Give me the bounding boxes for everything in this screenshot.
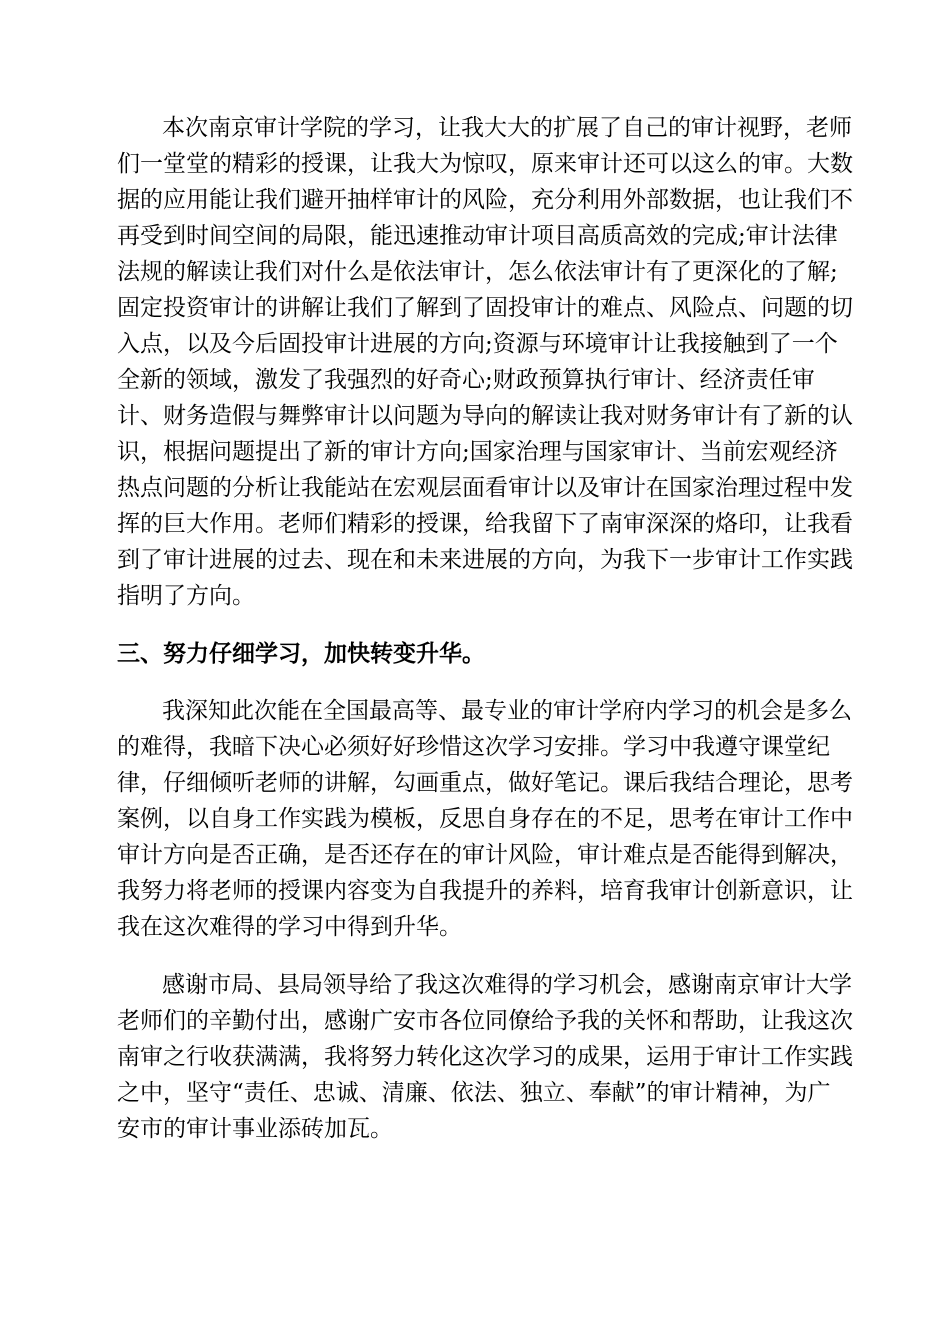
paragraph-1-line: 据的应用能让我们避开抽样审计的风险，充分利用外部数据，也让我们不	[117, 187, 853, 213]
paragraph-1-line: 全新的领域，激发了我强烈的好奇心;财政预算执行审计、经济责任审	[117, 367, 815, 393]
paragraph-1-line: 识，根据问题提出了新的审计方向;国家治理与国家审计、当前宏观经济	[117, 439, 838, 465]
paragraph-3-line: 安市的审计事业添砖加瓦。	[117, 1116, 393, 1142]
paragraph-1-line: 到了审计进展的过去、现在和未来进展的方向，为我下一步审计工作实践	[117, 547, 853, 573]
paragraph-2-line: 案例，以自身工作实践为模板，反思自身存在的不足，思考在审计工作中	[117, 806, 853, 832]
paragraph-2-line: 审计方向是否正确，是否还存在的审计风险，审计难点是否能得到解决，	[117, 842, 853, 868]
paragraph-2-line: 我在这次难得的学习中得到升华。	[117, 914, 462, 940]
paragraph-3-line: 之中，坚守“责任、忠诚、清廉、依法、独立、奉献”的审计精神，为广	[117, 1080, 831, 1106]
paragraph-1-line: 法规的解读让我们对什么是依法审计，怎么依法审计有了更深化的了解;	[117, 259, 838, 285]
paragraph-2-line: 的难得，我暗下决心必须好好珍惜这次学习安排。学习中我遵守课堂纪	[117, 734, 830, 760]
paragraph-2-line: 律，仔细倾听老师的讲解，勾画重点，做好笔记。课后我结合理论，思考	[117, 770, 853, 796]
paragraph-1-line: 们一堂堂的精彩的授课，让我大为惊叹，原来审计还可以这么的审。大数	[117, 151, 853, 177]
paragraph-1-line: 指明了方向。	[117, 583, 255, 609]
paragraph-2-line: 我努力将老师的授课内容变为自我提升的养料，培育我审计创新意识，让	[117, 878, 853, 904]
paragraph-1-line: 再受到时间空间的局限，能迅速推动审计项目高质高效的完成;审计法律	[117, 223, 838, 249]
paragraph-1-line: 固定投资审计的讲解让我们了解到了固投审计的难点、风险点、问题的切	[117, 295, 853, 321]
paragraph-2-line: 我深知此次能在全国最高等、最专业的审计学府内学习的机会是多么	[162, 698, 852, 724]
paragraph-3-line: 感谢市局、县局领导给了我这次难得的学习机会，感谢南京审计大学	[162, 972, 852, 998]
paragraph-1-line: 热点问题的分析让我能站在宏观层面看审计以及审计在国家治理过程中发	[117, 475, 853, 501]
paragraph-1-line: 挥的巨大作用。老师们精彩的授课，给我留下了南审深深的烙印，让我看	[117, 511, 853, 537]
paragraph-3-line: 老师们的辛勤付出，感谢广安市各位同僚给予我的关怀和帮助，让我这次	[117, 1008, 853, 1034]
paragraph-1-line: 入点，以及今后固投审计进展的方向;资源与环境审计让我接触到了一个	[117, 331, 838, 357]
paragraph-1-line: 本次南京审计学院的学习，让我大大的扩展了自己的审计视野，老师	[162, 115, 852, 141]
paragraph-1-line: 计、财务造假与舞弊审计以问题为导向的解读让我对财务审计有了新的认	[117, 403, 853, 429]
paragraph-3-line: 南审之行收获满满，我将努力转化这次学习的成果，运用于审计工作实践	[117, 1044, 853, 1070]
section-heading: 三、努力仔细学习，加快转变升华。	[117, 640, 485, 667]
